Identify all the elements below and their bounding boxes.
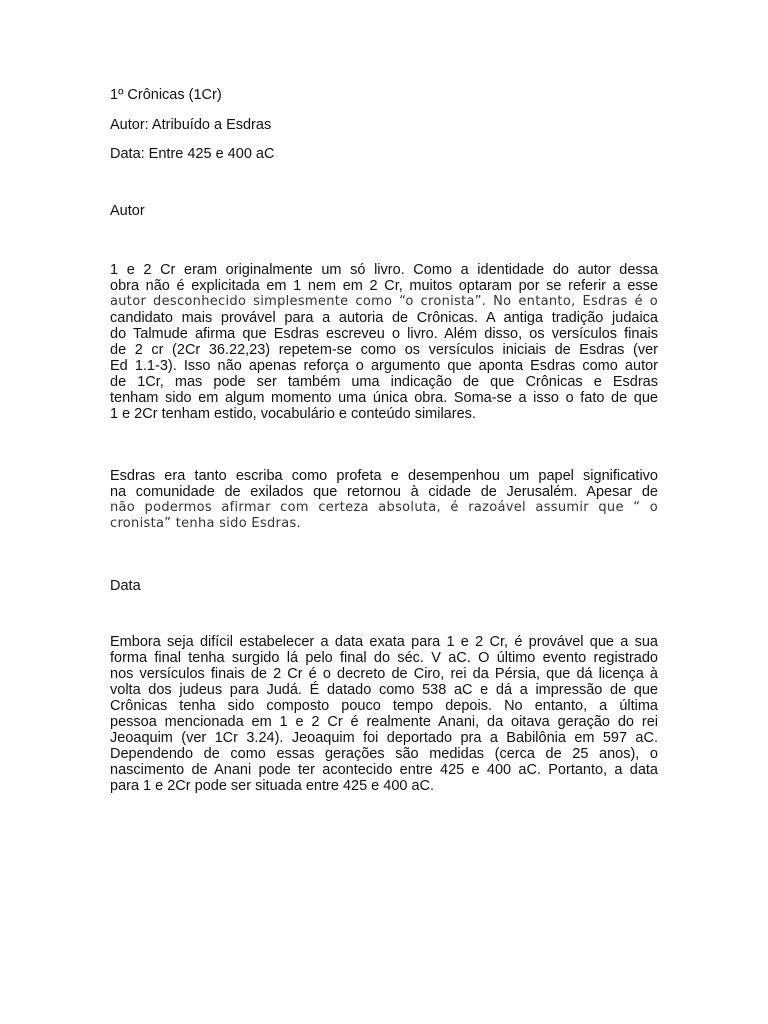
paragraph-line: Crônicas tenha sido composto pouco tempo depois. No entanto, a última	[110, 698, 658, 714]
paragraph-line: do Talmude afirma que Esdras escreveu o livro. Além disso, os versículos finais	[110, 326, 658, 342]
author-line: Autor: Atribuído a Esdras	[110, 117, 272, 133]
paragraph-line: autor desconhecido simplesmente como “o cronista”. No entanto, Esdras é o	[110, 294, 658, 309]
paragraph-line: nascimento de Anani pode ter acontecido entre 425 e 400 aC. Portanto, a data	[110, 762, 658, 778]
paragraph-line: Ed 1.1-3). Isso não apenas reforça o argumento que aponta Esdras como autor	[110, 358, 658, 374]
paragraph-line: tenham sido em algum momento uma única obra. Soma-se a isso o fato de que	[110, 390, 658, 406]
paragraph-line: Jeoaquim (ver 1Cr 3.24). Jeoaquim foi deportado pra a Babilônia em 597 aC.	[110, 730, 658, 746]
section-heading-autor: Autor	[110, 203, 145, 219]
paragraph-line: não podermos afirmar com certeza absoluta, é razoável assumir que “ o	[110, 500, 658, 515]
paragraph-line: Esdras era tanto escriba como profeta e desempenhou um papel significativo	[110, 468, 658, 484]
paragraph-data	[110, 634, 658, 794]
paragraph-line: volta dos judeus para Judá. É datado como 538 aC e dá a impressão de que	[110, 682, 658, 698]
paragraph-autor-2	[110, 468, 658, 532]
paragraph-line: candidato mais provável para a autoria de Crônicas. A antiga tradição judaica	[110, 310, 658, 326]
paragraph-line: para 1 e 2Cr pode ser situada entre 425 e 400 aC.	[110, 778, 435, 794]
paragraph-line: na comunidade de exilados que retornou à cidade de Jerusalém. Apesar de	[110, 484, 658, 500]
paragraph-line: de 1Cr, mas pode ser também uma indicação de que Crônicas e Esdras	[110, 374, 658, 390]
paragraph-line: Dependendo de como essas gerações são medidas (cerca de 25 anos), o	[110, 746, 658, 762]
paragraph-line: cronista” tenha sido Esdras.	[110, 516, 301, 531]
book-title: 1º Crônicas (1Cr)	[110, 87, 222, 103]
paragraph-line: Embora seja difícil estabelecer a data exata para 1 e 2 Cr, é provável que a sua	[110, 634, 658, 650]
paragraph-line: nos versículos finais de 2 Cr é o decreto de Ciro, rei da Pérsia, que dá licença à	[110, 666, 658, 682]
section-heading-data: Data	[110, 578, 141, 594]
date-line: Data: Entre 425 e 400 aC	[110, 146, 275, 162]
paragraph-line: pessoa mencionada em 1 e 2 Cr é realmente Anani, da oitava geração do rei	[110, 714, 658, 730]
paragraph-line: 1 e 2 Cr eram originalmente um só livro. Como a identidade do autor dessa	[110, 262, 658, 278]
paragraph-line: de 2 cr (2Cr 36.22,23) repetem-se como os versículos iniciais de Esdras (ver	[110, 342, 658, 358]
paragraph-line: forma final tenha surgido lá pelo final do séc. V aC. O último evento registrado	[110, 650, 658, 666]
paragraph-line: obra não é explicitada em 1 nem em 2 Cr, muitos optaram por se referir a esse	[110, 278, 658, 294]
paragraph-autor-1	[110, 262, 658, 422]
paragraph-line: 1 e 2Cr tenham estido, vocabulário e conteúdo similares.	[110, 406, 476, 422]
